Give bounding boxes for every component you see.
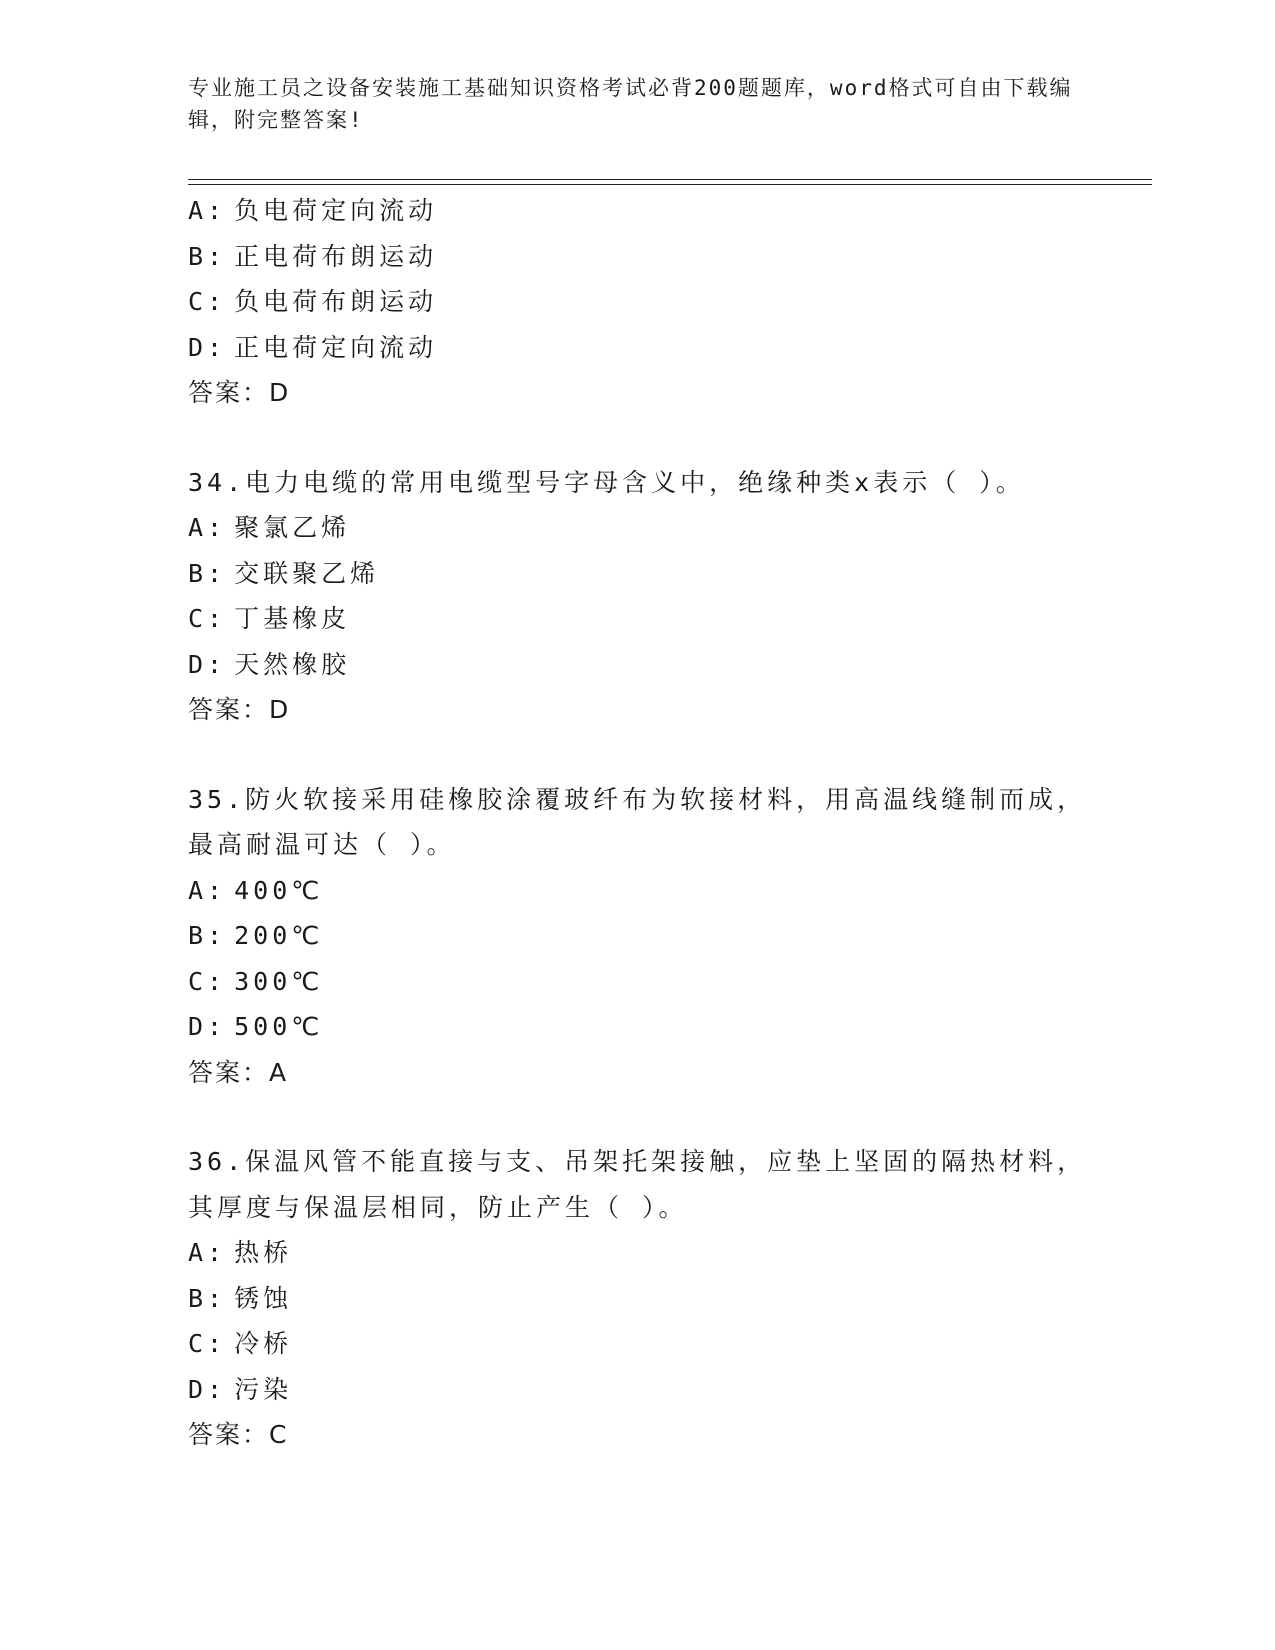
question-34-block [188, 460, 1088, 733]
question-text-line1: 35.防火软接采用硅橡胶涂覆玻纤布为软接材料，用高温线缝制而成， [188, 784, 1087, 814]
question-text-line2: 其厚度与保温层相同，防止产生（ ）。 [188, 1192, 688, 1222]
question-text-line1: 36.保温风管不能直接与支、吊架托架接触，应垫上坚固的隔热材料， [188, 1147, 1087, 1176]
question-35-block [188, 777, 1088, 1096]
option-d: D: 500℃ [188, 1012, 324, 1041]
option-d: D: 污染 [188, 1374, 293, 1404]
header-rule-bottom [188, 184, 1152, 185]
answer-line: 答案：C [188, 1420, 289, 1449]
question-text-line2: 最高耐温可达（ ）。 [188, 830, 456, 859]
prev-question-block [188, 188, 1088, 416]
option-d: D: 正电荷定向流动 [188, 332, 438, 362]
option-a: A: 负电荷定向流动 [188, 196, 438, 225]
answer-line: 答案：D [188, 378, 291, 407]
option-b: B: 200℃ [188, 921, 324, 950]
document-header: 专业施工员之设备安装施工基础知识资格考试必背200题题库，word格式可自由下载编辑，附完整答案! [188, 76, 1073, 132]
question-36-block [188, 1139, 1088, 1458]
option-b: B: 交联聚乙烯 [188, 558, 380, 588]
option-c: C: 300℃ [188, 966, 324, 996]
option-a: A: 热桥 [188, 1238, 293, 1267]
option-b: B: 正电荷布朗运动 [188, 241, 438, 271]
answer-line: 答案：D [188, 695, 291, 724]
question-content [188, 188, 1088, 1458]
question-text: 34.电力电缆的常用电缆型号字母含义中，绝缘种类x表示（ ）。 [188, 467, 1025, 497]
option-d: D: 天然橡胶 [188, 649, 351, 679]
option-c: C: 负电荷布朗运动 [188, 287, 438, 316]
option-c: C: 冷桥 [188, 1329, 293, 1358]
header-rule-top [188, 179, 1152, 180]
option-c: C: 丁基橡皮 [188, 604, 351, 633]
option-a: A: 400℃ [188, 875, 324, 905]
answer-line: 答案：A [188, 1057, 289, 1087]
option-a: A: 聚氯乙烯 [188, 513, 351, 542]
option-b: B: 锈蚀 [188, 1283, 293, 1313]
